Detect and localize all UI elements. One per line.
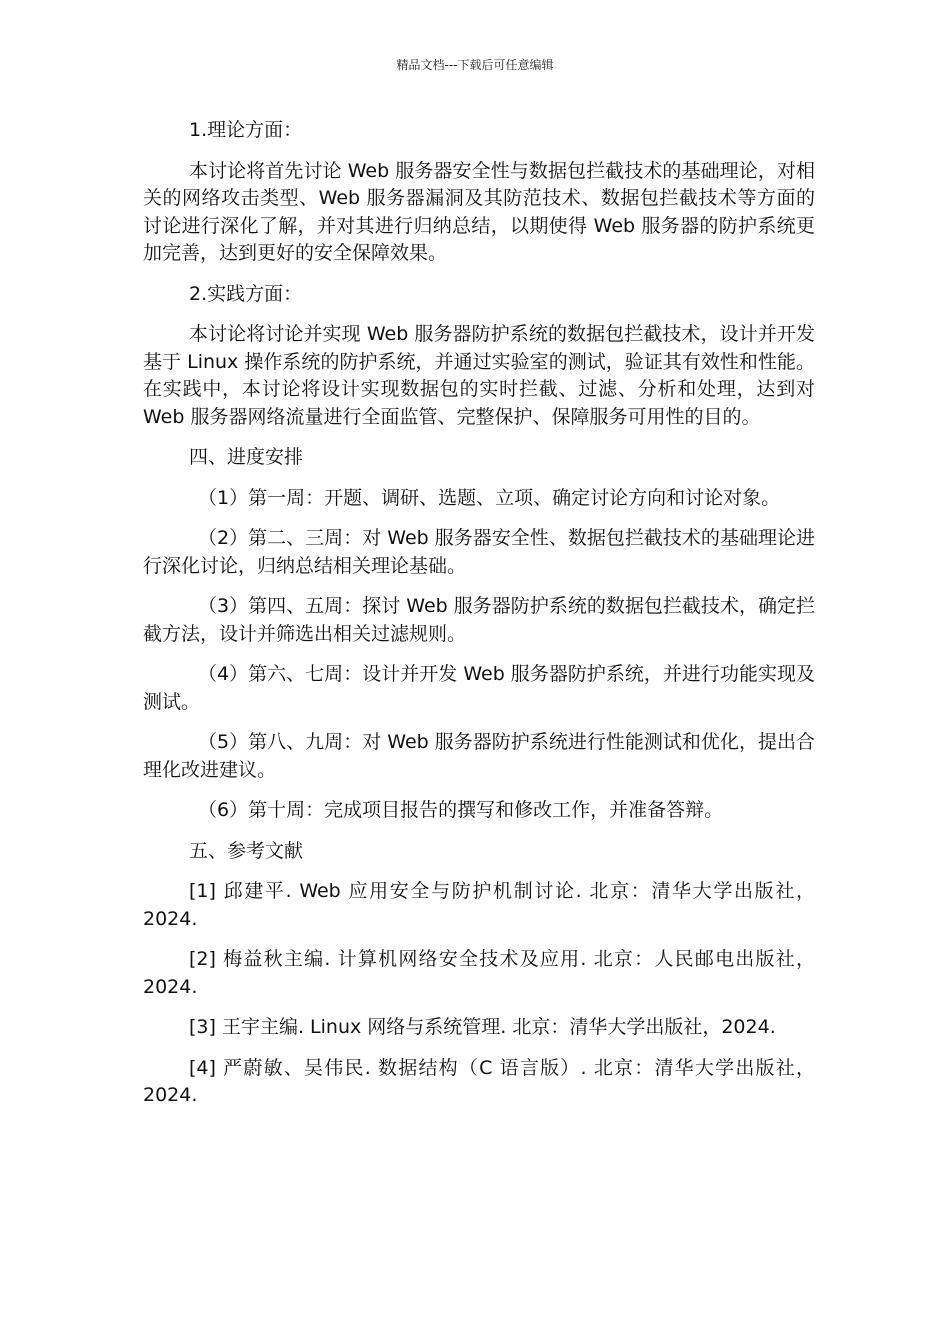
theory-paragraph: 本讨论将首先讨论 Web 服务器安全性与数据包拦截技术的基础理论，对相关的网络攻击类型、Web 服务器漏洞及其防范技术、数据包拦截技术等方面的讨论进行深化了解，并对其进行归纳总结，以期使得 Web 服务器的防护系统更加完善，达到更好的安全保障效果。: [143, 159, 815, 264]
references-heading: 五、参考文献: [189, 839, 304, 862]
reference-item: [4] 严蔚敏、吴伟民. 数据结构（C 语言版）. 北京：清华大学出版社，2024.: [143, 1056, 815, 1106]
theory-heading: 1.理论方面：: [189, 119, 303, 141]
schedule-heading: 四、进度安排: [189, 446, 304, 468]
practice-paragraph: 本讨论将讨论并实现 Web 服务器防护系统的数据包拦截技术，设计并开发基于 Linux 操作系统的防护系统，并通过实验室的测试，验证其有效性和性能。在实践中，本讨论将设计实现数据包的实时拦截、过滤、分析和处理，达到对 Web 服务器网络流量进行全面监管、完整保护、保障服务可用性的目的。: [143, 323, 815, 428]
document-body: [143, 117, 815, 1123]
page-header: 精品文档---下载后可任意编辑: [396, 58, 554, 72]
schedule-item: （2）第二、三周：对 Web 服务器安全性、数据包拦截技术的基础理论进行深化讨论，归纳总结相关理论基础。: [143, 527, 815, 577]
schedule-item: （4）第六、七周：设计并开发 Web 服务器防护系统，并进行功能实现及测试。: [143, 663, 815, 713]
schedule-item: （1）第一周：开题、调研、选题、立项、确定讨论方向和讨论对象。: [198, 486, 781, 509]
schedule-item: （3）第四、五周：探讨 Web 服务器防护系统的数据包拦截技术，确定拦截方法，设计并筛选出相关过滤规则。: [143, 595, 815, 645]
practice-heading: 2.实践方面：: [189, 282, 303, 305]
reference-item: [3] 王宇主编. Linux 网络与系统管理. 北京：清华大学出版社，2024.: [189, 1016, 776, 1038]
schedule-item: （5）第八、九周：对 Web 服务器防护系统进行性能测试和优化，提出合理化改进建议。: [143, 731, 815, 781]
schedule-item: （6）第十周：完成项目报告的撰写和修改工作，并准备答辩。: [198, 799, 724, 821]
reference-item: [1] 邱建平. Web 应用安全与防护机制讨论. 北京：清华大学出版社，2024.: [143, 880, 815, 930]
reference-item: [2] 梅益秋主编. 计算机网络安全技术及应用. 北京：人民邮电出版社，2024.: [143, 948, 815, 998]
